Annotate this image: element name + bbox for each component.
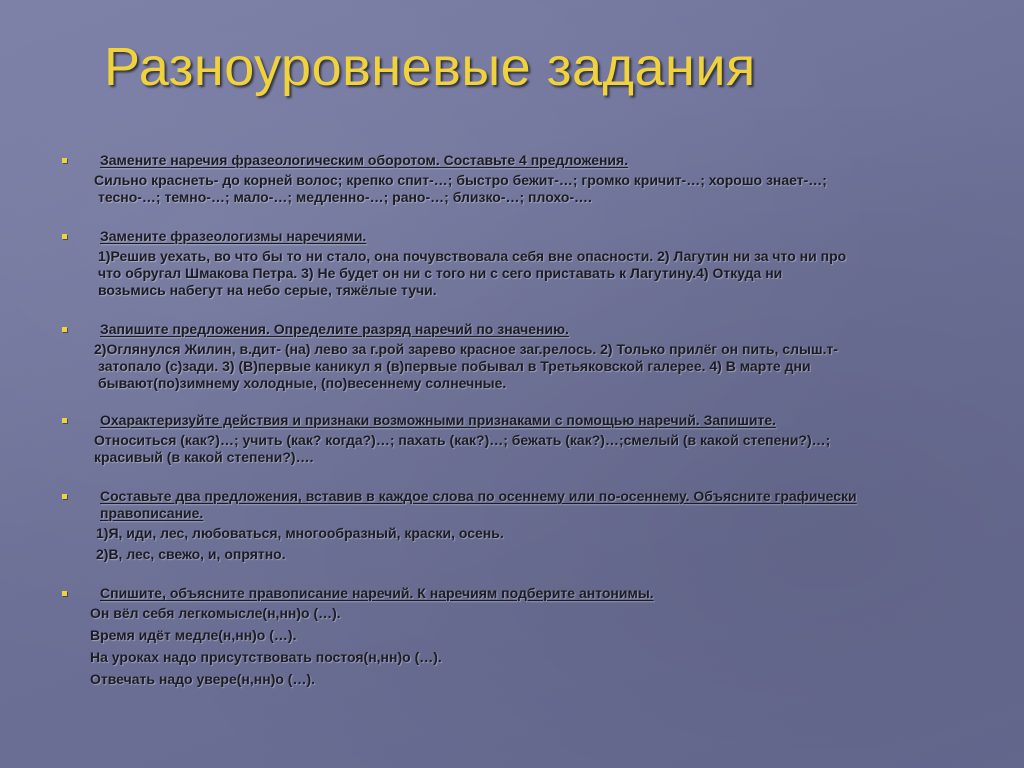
task-2	[60, 228, 960, 299]
task-line: Относиться (как?)…; учить (как? когда?)…; пахать (как?)…; бежать (как?)…;смелый (в какой степени?)…;	[94, 432, 831, 448]
task-heading	[60, 152, 960, 169]
task-line: возьмись набегут на небо серые, тяжёлые тучи.	[98, 282, 437, 298]
task-line: 1)Я, иди, лес, любоваться, многообразный, краски, осень.	[96, 525, 504, 541]
task-line: бывают(по)зимнему холодные, (по)весеннему солнечные.	[98, 375, 507, 391]
task-line: Сильно краснеть- до корней волос; крепко спит-…; быстро бежит-…; громко кричит-…; хорошо знает-…;	[94, 172, 827, 188]
task-6	[60, 585, 960, 688]
task-body	[60, 248, 960, 299]
bullet-icon	[62, 234, 67, 239]
task-1	[60, 152, 960, 206]
task-heading	[60, 585, 960, 602]
bullet-icon	[62, 418, 67, 423]
bullet-icon	[62, 327, 67, 332]
task-body	[60, 432, 960, 466]
task-line: тесно-…; темно-…; мало-…; медленно-…; рано-…; близко-…; плохо-….	[98, 189, 592, 205]
task-line: 2)Оглянулся Жилин, в.дит- (на) лево за г.рой зарево красное заг.релось. 2) Только прилёг он пить, слыш.т-	[94, 341, 839, 357]
task-line: Он вёл себя легкомысле(н,нн)о (…).	[90, 605, 341, 621]
task-3	[60, 321, 960, 392]
task-line: что обругал Шмакова Петра. 3) Не будет он ни с того ни с сего приставать к Лагутину.4) Откуда ни	[98, 265, 783, 281]
task-heading	[60, 412, 960, 429]
task-line: Отвечать надо увере(н,нн)о (…).	[90, 671, 316, 687]
task-5	[60, 488, 960, 563]
task-line: красивый (в какой степени?)….	[94, 449, 314, 465]
task-body	[60, 172, 960, 206]
task-heading	[60, 488, 920, 522]
task-heading-text: Составьте два предложения, вставив в каждое слова по осеннему или по-осеннему. Объясните графически правописание.	[100, 488, 857, 521]
slide-title: Разноуровневые задания	[104, 37, 756, 97]
tasks-list	[60, 152, 960, 706]
task-4	[60, 412, 960, 466]
bullet-icon	[62, 494, 67, 499]
task-line: затопало (с)зади. 3) (В)первые каникул я (в)первые побывал в Третьяковской галерее. 4) В марте дни	[98, 358, 811, 374]
task-line: 1)Решив уехать, во что бы то ни стало, она почувствовала себя вне опасности. 2) Лагутин ни за что ни про	[98, 248, 847, 264]
task-heading	[60, 321, 960, 338]
task-heading-text: Охарактеризуйте действия и признаки возможными признаками с помощью наречий. Запишите.	[100, 412, 777, 428]
task-body	[60, 525, 960, 563]
task-heading-text: Запишите предложения. Определите разряд наречий по значению.	[100, 321, 569, 337]
task-heading-text: Замените наречия фразеологическим оборотом. Составьте 4 предложения.	[100, 152, 629, 168]
task-line: На уроках надо присутствовать постоя(н,нн)о (…).	[90, 649, 442, 665]
task-line: 2)В, лес, свежо, и, опрятно.	[96, 546, 286, 562]
task-body	[60, 605, 960, 688]
task-line: Время идёт медле(н,нн)о (…).	[90, 627, 297, 643]
bullet-icon	[62, 158, 67, 163]
task-heading-text: Спишите, объясните правописание наречий. К наречиям подберите антонимы.	[100, 585, 654, 601]
task-heading	[60, 228, 960, 245]
task-heading-text: Замените фразеологизмы наречиями.	[100, 228, 367, 244]
bullet-icon	[62, 591, 67, 596]
task-body	[60, 341, 960, 392]
